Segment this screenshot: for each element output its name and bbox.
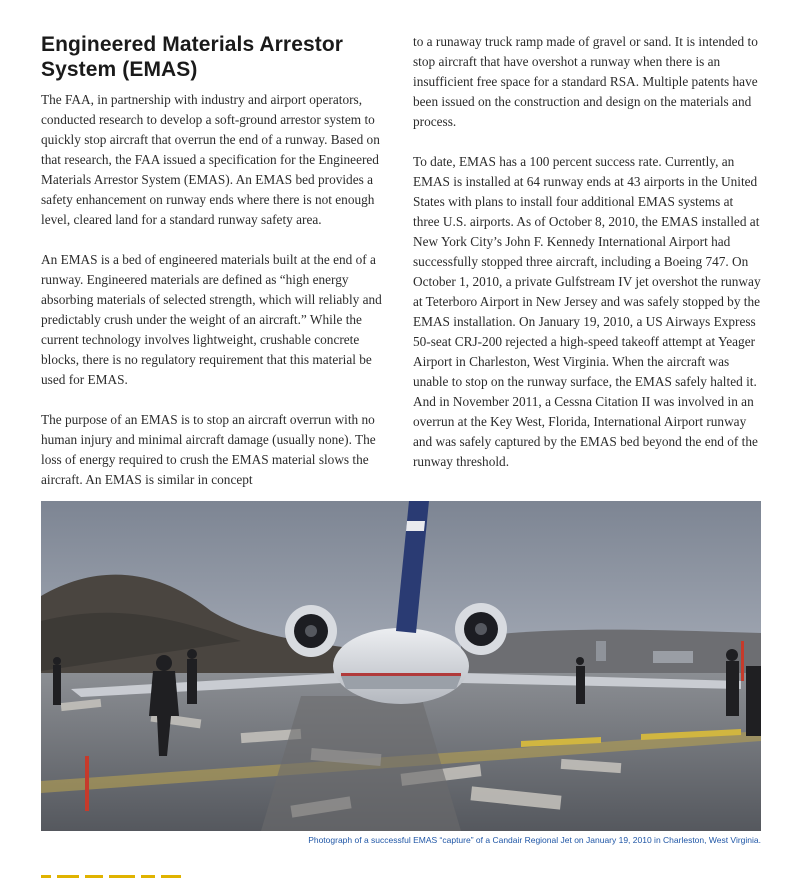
emas-photograph bbox=[41, 501, 761, 831]
photo-caption: Photograph of a successful EMAS “capture” of a Candair Regional Jet on January 19, 2010 in Charleston, West Virginia. bbox=[308, 835, 761, 845]
footer-accent-strip bbox=[41, 871, 241, 878]
left-column bbox=[41, 32, 393, 510]
paragraph-left-1: The FAA, in partnership with industry and airport operators, conducted research to develop a soft-ground arrestor system to quickly stop aircraft that overrun the end of a runway. Based on that research, the FAA issued a specification for the Engineered Materials Arrestor System (EMAS). An EMAS bed provides a safety enhancement on runway ends where there is not enough level, cleared land for a standard runway safety area. bbox=[41, 92, 380, 227]
aircraft-overrun-image bbox=[41, 501, 761, 831]
paragraph-right-1: to a runaway truck ramp made of gravel or sand. It is intended to stop aircraft that have overshot a runway when there is an insufficient free space for a standard RSA. Multiple patents have been issued on the construction and design on the materials and process. bbox=[413, 34, 758, 129]
paragraph-left-2: An EMAS is a bed of engineered materials built at the end of a runway. Engineered materials are defined as “high energy absorbing materials of selected strength, which will reliably and predictably crush under the weight of an aircraft.” While the current technology involves lightweight, crushable concrete blocks, there is no regulatory requirement that this material be used for EMAS. bbox=[41, 252, 382, 387]
right-column bbox=[413, 32, 761, 492]
paragraph-right-2: To date, EMAS has a 100 percent success rate. Currently, an EMAS is installed at 64 runway ends at 43 airports in the United States with plans to install four additional EMAS systems at three U.S. airports. As of October 8, 2010, the EMAS installed at New York City’s John F. Kennedy International Airport had successfully stopped three aircraft, including a Boeing 747. On October 1, 2010, a private Gulfstream IV jet overshot the runway at Teterboro Airport in New Jersey and was safely stopped by the EMAS installation. On January 19, 2010, a US Airways Express 50-seat CRJ-200 rejected a high-speed takeoff attempt at Yeager Airport in Charleston, West Virginia. When the aircraft was unable to stop on the runway surface, the EMAS safely halted it. And in November 2011, a Cessna Citation II was involved in an overrun at the Key West, Florida, International Airport runway and was safely captured by the EMAS bed beyond the end of the runway threshold. bbox=[413, 154, 761, 469]
paragraph-left-3: The purpose of an EMAS is to stop an aircraft overrun with no human injury and minimal aircraft damage (usually none). The loss of energy required to crush the EMAS material slows the aircraft. An EMAS is similar in concept bbox=[41, 412, 376, 487]
article-title: Engineered Materials Arrestor System (EMAS) bbox=[41, 33, 344, 81]
